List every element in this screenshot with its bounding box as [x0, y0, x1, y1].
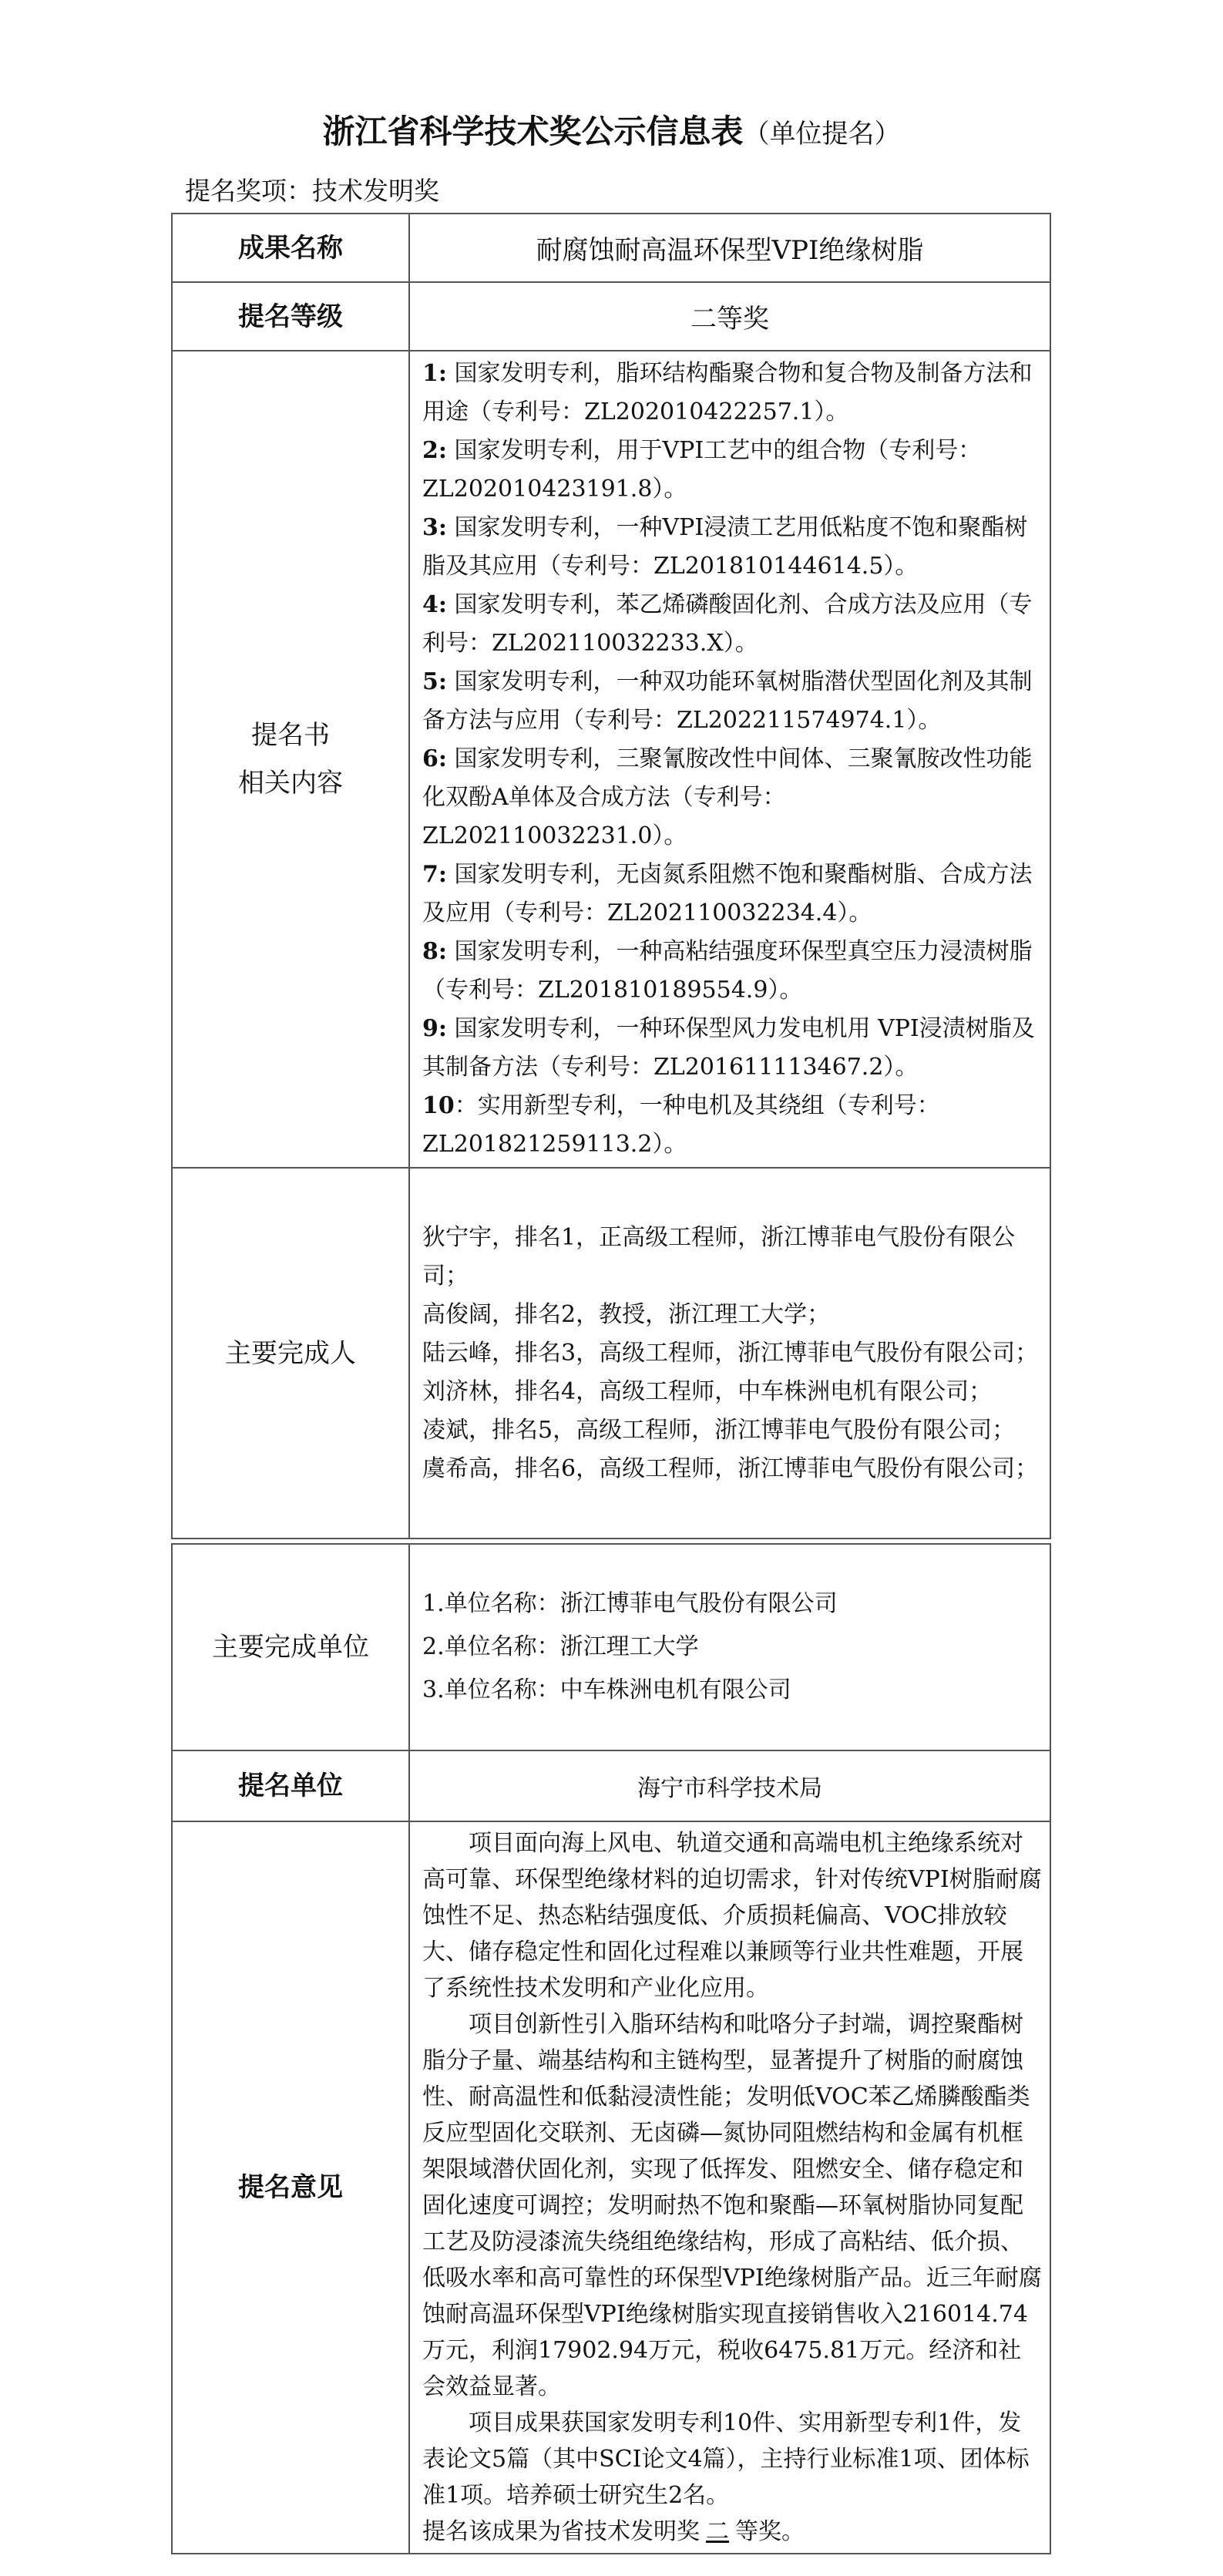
- result-name-value: 耐腐蚀耐高温环保型VPI绝缘树脂: [409, 214, 1050, 282]
- row-nominator: [172, 1750, 1050, 1821]
- patent-item: [422, 856, 1042, 933]
- completer-item: 高俊阔，排名2，教授，浙江理工大学；: [422, 1300, 831, 1328]
- closing-level: 二: [706, 2518, 729, 2545]
- patent-number: 10: [422, 1092, 455, 1119]
- page-title: [0, 106, 1223, 153]
- patent-number: 4:: [422, 591, 447, 618]
- completer-item: 虞希高，排名6，高级工程师，浙江博菲电气股份有限公司；: [422, 1454, 1039, 1482]
- patent-item: [422, 1087, 1042, 1164]
- opinion-content: [409, 1821, 1050, 2554]
- patent-item: [422, 586, 1042, 663]
- row-completers: [172, 1168, 1050, 1539]
- level-value: 二等奖: [409, 282, 1050, 351]
- patent-item: [422, 432, 1042, 509]
- row-units: [172, 1544, 1050, 1750]
- row-result-name: [172, 214, 1050, 282]
- patent-item: [422, 355, 1042, 432]
- patent-text: 国家发明专利，一种双功能环氧树脂潜伏型固化剂及其制备方法与应用（专利号：ZL202211574974.1）。: [422, 668, 1033, 734]
- completer-item: 陆云峰，排名3，高级工程师，浙江博菲电气股份有限公司；: [422, 1339, 1039, 1367]
- patent-item: [422, 663, 1042, 740]
- unit-item: 3.单位名称：中车株洲电机有限公司: [422, 1676, 791, 1703]
- completers-list: [409, 1168, 1050, 1539]
- units-list: [409, 1544, 1050, 1750]
- related-label-line-1: 提名书: [251, 720, 330, 751]
- patent-text: 国家发明专利，苯乙烯磷酸固化剂、合成方法及应用（专利号：ZL202110032233.X）。: [422, 591, 1033, 657]
- patent-text: ：实用新型专利，一种电机及其绕组（专利号：ZL201821259113.2）。: [422, 1092, 940, 1158]
- patent-item: [422, 933, 1042, 1010]
- patent-number: 6:: [422, 745, 447, 772]
- opinion-closing: [422, 2514, 1042, 2550]
- patent-text: 国家发明专利，一种VPI浸渍工艺用低粘度不饱和聚酯树脂及其应用（专利号：ZL201810144614.5）。: [422, 514, 1028, 580]
- completer-item: 凌斌，排名5，高级工程师，浙江博菲电气股份有限公司；: [422, 1416, 1016, 1444]
- award-category: 提名奖项：技术发明奖: [185, 176, 439, 206]
- related-content-list: [409, 351, 1050, 1168]
- patent-item: [422, 509, 1042, 586]
- completer-item: 刘济林，排名4，高级工程师，中车株洲电机有限公司；: [422, 1377, 993, 1405]
- patent-text: 国家发明专利，一种高粘结强度环保型真空压力浸渍树脂（专利号：ZL201810189554.9）。: [422, 938, 1033, 1004]
- patent-number: 2:: [422, 437, 447, 464]
- opinion-paragraph: 项目面向海上风电、轨道交通和高端电机主绝缘系统对高可靠、环保型绝缘材料的迫切需求，针对传统VPI树脂耐腐蚀性不足、热态粘结强度低、介质损耗偏高、VOC排放较大、储存稳定性和固化过程难以兼顾等行业共性难题，开展了系统性技术发明和产业化应用。: [422, 1830, 1042, 2002]
- units-label: 主要完成单位: [172, 1544, 409, 1750]
- nominator-label: 提名单位: [172, 1750, 409, 1821]
- patent-text: 国家发明专利，一种环保型风力发电机用 VPI浸渍树脂及其制备方法（专利号：ZL201611113467.2）。: [422, 1015, 1035, 1081]
- title-main: 浙江省科学技术奖公示信息表: [322, 113, 744, 150]
- opinion-label: 提名意见: [172, 1821, 409, 2554]
- title-subtitle: （单位提名）: [743, 119, 901, 150]
- patent-text: 国家发明专利，三聚氰胺改性中间体、三聚氰胺改性功能化双酚A单体及合成方法（专利号：ZL202110032231.0）。: [422, 745, 1033, 849]
- nominator-value: 海宁市科学技术局: [409, 1750, 1050, 1821]
- completer-item: 狄宁宇，排名1，正高级工程师，浙江博菲电气股份有限公司；: [422, 1223, 1016, 1290]
- patent-number: 8:: [422, 938, 447, 965]
- patent-number: 7:: [422, 861, 447, 888]
- closing-prefix: 提名该成果为省技术发明奖: [422, 2518, 700, 2545]
- related-content-label: [172, 351, 409, 1168]
- row-opinion: [172, 1821, 1050, 2554]
- patent-item: [422, 1010, 1042, 1087]
- closing-suffix: 等奖。: [735, 2518, 805, 2545]
- level-label: 提名等级: [172, 282, 409, 351]
- row-level: [172, 282, 1050, 351]
- patent-number: 5:: [422, 668, 447, 695]
- result-name-label: 成果名称: [172, 214, 409, 282]
- unit-item: 1.单位名称：浙江博菲电气股份有限公司: [422, 1590, 838, 1617]
- patent-text: 国家发明专利，用于VPI工艺中的组合物（专利号：ZL202010423191.8）。: [422, 437, 982, 503]
- opinion-paragraph: 项目成果获国家发明专利10件、实用新型专利1件，发表论文5篇（其中SCI论文4篇），主持行业标准1项、团体标准1项。培养硕士研究生2名。: [422, 2410, 1030, 2509]
- patent-number: 3:: [422, 514, 447, 541]
- unit-item: 2.单位名称：浙江理工大学: [422, 1633, 699, 1660]
- row-related-content: [172, 351, 1050, 1168]
- info-table-bottom: [171, 1543, 1051, 2554]
- opinion-paragraph: 项目创新性引入脂环结构和吡咯分子封端，调控聚酯树脂分子量、端基结构和主链构型，显著提升了树脂的耐腐蚀性、耐高温性和低黏浸渍性能；发明低VOC苯乙烯膦酸酯类反应型固化交联剂、无卤磷—氮协同阻燃结构和金属有机框架限域潜伏固化剂，实现了低挥发、阻燃安全、储存稳定和固化速度可调控；发明耐热不饱和聚酯—环氧树脂协同复配工艺及防浸漆流失绕组绝缘结构，形成了高粘结、低介损、低吸水率和高可靠性的环保型VPI绝缘树脂产品。近三年耐腐蚀耐高温环保型VPI绝缘树脂实现直接销售收入216014.74万元，利润17902.94万元，税收6475.81万元。经济和社会效益显著。: [422, 2011, 1042, 2400]
- patent-text: 国家发明专利，无卤氮系阻燃不饱和聚酯树脂、合成方法及应用（专利号：ZL202110032234.4）。: [422, 861, 1033, 926]
- related-label-line-2: 相关内容: [238, 768, 343, 799]
- patent-number: 9:: [422, 1015, 447, 1042]
- info-table-top: [171, 213, 1051, 1539]
- patent-item: [422, 740, 1042, 856]
- patent-text: 国家发明专利，脂环结构酯聚合物和复合物及制备方法和用途（专利号：ZL202010422257.1）。: [422, 360, 1033, 425]
- patent-number: 1:: [422, 360, 447, 387]
- completers-label: 主要完成人: [172, 1168, 409, 1539]
